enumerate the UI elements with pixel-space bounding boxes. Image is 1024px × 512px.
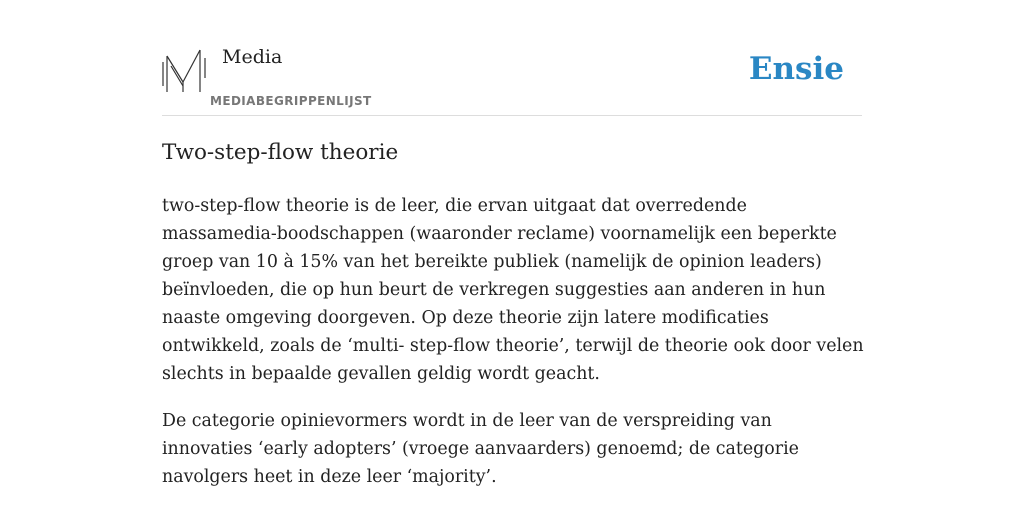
mediabegrippenlijst-logo-icon[interactable] bbox=[162, 48, 208, 94]
definition-paragraph: De categorie opinievormers wordt in de leer van de verspreiding van innovaties ‘early adopters’ (vroege aanvaarders) genoemd; de categorie navolgers heet in deze leer ‘majority’. bbox=[162, 411, 799, 487]
definition-paragraph: two-step-flow theorie is de leer, die ervan uitgaat dat overredende massamedia-boodschappen (waaronder reclame) voornamelijk een beperkte groep van 10 à 15% van het bereikte publiek (namelijk de opinion leaders) beïnvloeden, die op hun beurt de verkregen suggesties aan anderen in hun naaste omgeving doorgeven. Op deze theorie zijn latere modificaties ontwikkeld, zoals de ‘multi- step-flow theorie’, terwijl de theorie ook door velen slechts in bepaalde gevallen geldig wordt geacht. bbox=[162, 196, 864, 384]
site-header bbox=[162, 40, 862, 116]
ensie-brand-logo[interactable]: Ensie bbox=[748, 51, 844, 87]
site-name[interactable]: Media bbox=[222, 46, 283, 68]
page-title: Two-step-flow theorie bbox=[162, 140, 399, 165]
site-subtitle[interactable]: MEDIABEGRIPPENLIJST bbox=[210, 94, 372, 108]
